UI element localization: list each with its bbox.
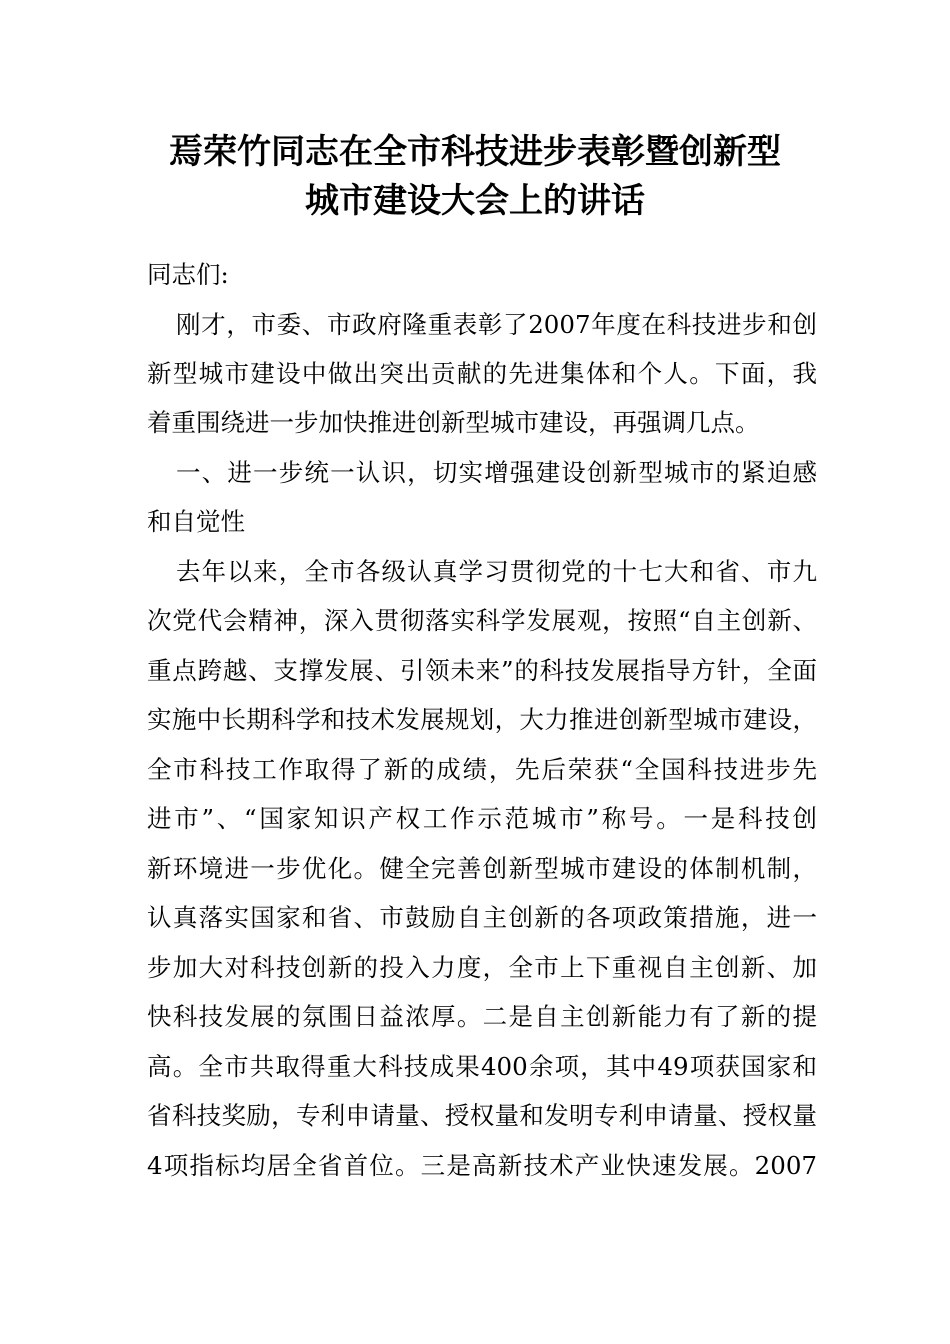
paragraph-3-line-6: 进市”、“国家知识产权工作示范城市”称号。一是科技创 [147, 804, 817, 833]
paragraph-3-line-13: 4项指标均居全省首位。三是高新技术产业快速发展。2007 [147, 1151, 817, 1180]
paragraph-3-line-2: 次党代会精神，深入贯彻落实科学发展观，按照“自主创新、 [147, 606, 817, 635]
document-title-line-2: 城市建设大会上的讲话 [305, 181, 645, 221]
paragraph-1-line-1: 刚才，市委、市政府隆重表彰了2007年度在科技进步和创 [176, 310, 817, 339]
paragraph-3-line-9: 步加大对科技创新的投入力度，全市上下重视自主创新、加 [147, 953, 817, 982]
paragraph-1-line-3: 着重围绕进一步加快推进创新型城市建设，再强调几点。 [147, 408, 760, 437]
section-heading-line-2: 和自觉性 [147, 507, 245, 536]
paragraph-3-line-5: 全市科技工作取得了新的成绩，先后荣获“全国科技进步先 [147, 755, 817, 784]
paragraph-3-line-10: 快科技发展的氛围日益浓厚。二是自主创新能力有了新的提 [147, 1002, 817, 1031]
greeting: 同志们: [147, 260, 229, 289]
paragraph-3-line-12: 省科技奖励，专利申请量、授权量和发明专利申请量、授权量 [147, 1101, 817, 1130]
document-title-line-1: 焉荣竹同志在全市科技进步表彰暨创新型 [169, 132, 781, 172]
paragraph-3-line-3: 重点跨越、支撑发展、引领未来”的科技发展指导方针，全面 [147, 656, 817, 685]
paragraph-1-line-2: 新型城市建设中做出突出贡献的先进集体和个人。下面，我 [147, 359, 817, 388]
paragraph-3-line-11: 高。全市共取得重大科技成果400余项，其中49项获国家和 [147, 1052, 817, 1081]
section-heading-line-1: 一、进一步统一认识，切实增强建设创新型城市的紧迫感 [176, 458, 817, 487]
paragraph-3-line-4: 实施中长期科学和技术发展规划，大力推进创新型城市建设， [147, 705, 817, 734]
paragraph-3-line-1: 去年以来，全市各级认真学习贯彻党的十七大和省、市九 [176, 557, 817, 586]
paragraph-3-line-8: 认真落实国家和省、市鼓励自主创新的各项政策措施，进一 [147, 903, 817, 932]
paragraph-3-line-7: 新环境进一步优化。健全完善创新型城市建设的体制机制， [147, 854, 817, 883]
